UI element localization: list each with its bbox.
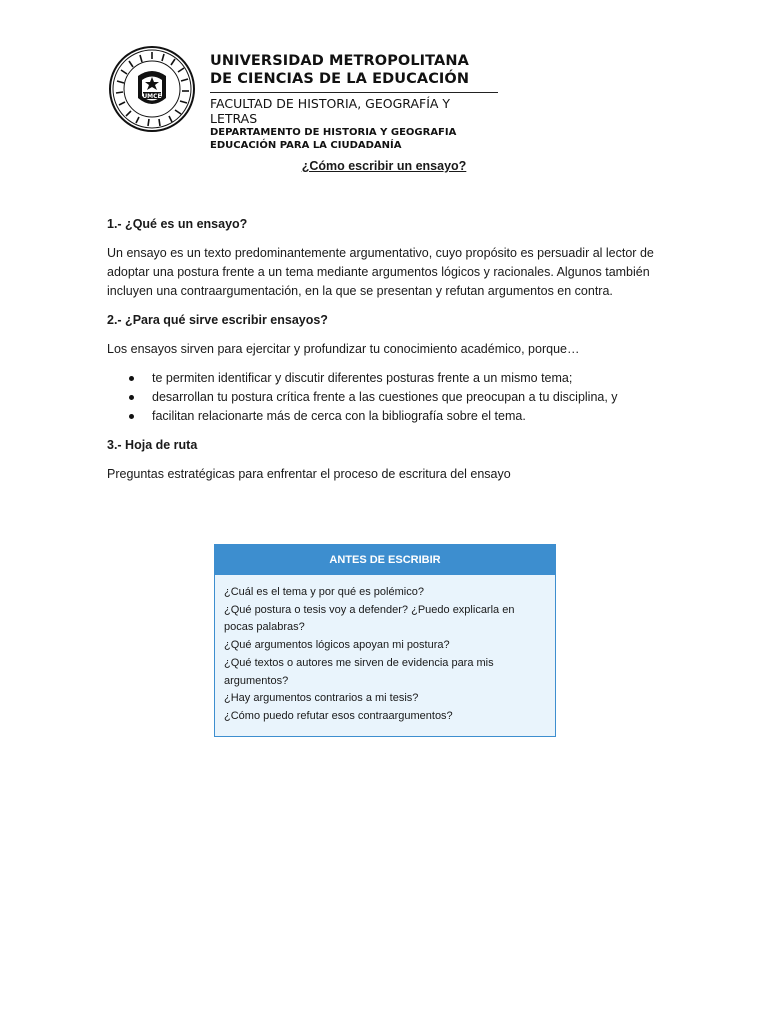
list-item (107, 369, 667, 388)
bullet-icon (129, 414, 134, 419)
list-item (107, 388, 667, 407)
box-line: ¿Hay argumentos contrarios a mi tesis? (224, 692, 419, 705)
section3-paragraph: Preguntas estratégicas para enfrentar el proceso de escritura del ensayo (107, 467, 511, 481)
department-name: DEPARTAMENTO DE HISTORIA Y GEOGRAFIA (210, 127, 457, 138)
box-line: ¿Cuál es el tema y por qué es polémico? (224, 586, 424, 598)
section1-heading: 1.- ¿Qué es un ensayo? (107, 217, 248, 231)
section2-heading: 2.- ¿Para qué sirve escribir ensayos? (107, 313, 328, 327)
box-line: argumentos? (224, 674, 289, 687)
section2-intro: Los ensayos sirven para ejercitar y profundizar tu conocimiento académico, porque… (107, 342, 580, 356)
section1-paragraph: Un ensayo es un texto predominantemente argumentativo, cuyo propósito es persuadir al lector de adoptar una postura frente a un tema mediante argumentos lógicos y racionales. Algunos también incluyen una contraargumentación, en la que se presentan y refutan argumentos en contra. (107, 246, 654, 298)
box-line: ¿Cómo puedo refutar esos contraargumentos? (224, 709, 453, 722)
seal-monogram: UMCE (142, 93, 162, 100)
section3-heading: 3.- Hoja de ruta (107, 438, 198, 452)
document-title: ¿Cómo escribir un ensayo? (301, 159, 467, 173)
list-item (107, 407, 667, 426)
bullet-text: facilitan relacionarte más de cerca con la bibliografía sobre el tema. (152, 409, 526, 423)
faculty-name: FACULTAD DE HISTORIA, GEOGRAFÍA Y LETRAS (210, 96, 451, 126)
bullet-text: te permiten identificar y discutir diferentes posturas frente a un mismo tema; (152, 371, 573, 385)
bullet-icon (129, 376, 134, 381)
university-name-line2: DE CIENCIAS DE LA EDUCACIÓN (210, 71, 470, 87)
bullet-text: desarrollan tu postura crítica frente a las cuestiones que preocupan a tu disciplina, y (152, 390, 618, 404)
bullet-icon (129, 395, 134, 400)
section2-bullet-list (107, 369, 667, 426)
questions-box-body (215, 575, 555, 736)
box-line: ¿Qué textos o autores me sirven de evidencia para mis (224, 656, 494, 669)
box-line: ¿Qué argumentos lógicos apoyan mi postura? (224, 639, 450, 652)
program-name: EDUCACIÓN PARA LA CIUDADANÍA (210, 140, 402, 151)
box-line: ¿Qué postura o tesis voy a defender? ¿Puedo explicarla en (224, 603, 515, 616)
header-divider (210, 92, 498, 93)
institution-header (210, 52, 500, 152)
university-name-line1: UNIVERSIDAD METROPOLITANA (210, 53, 469, 69)
university-seal-icon (109, 46, 195, 132)
box-line: pocas palabras? (224, 621, 305, 634)
questions-box (214, 544, 556, 737)
questions-box-header: ANTES DE ESCRIBIR (215, 545, 555, 575)
document-body (107, 215, 667, 494)
